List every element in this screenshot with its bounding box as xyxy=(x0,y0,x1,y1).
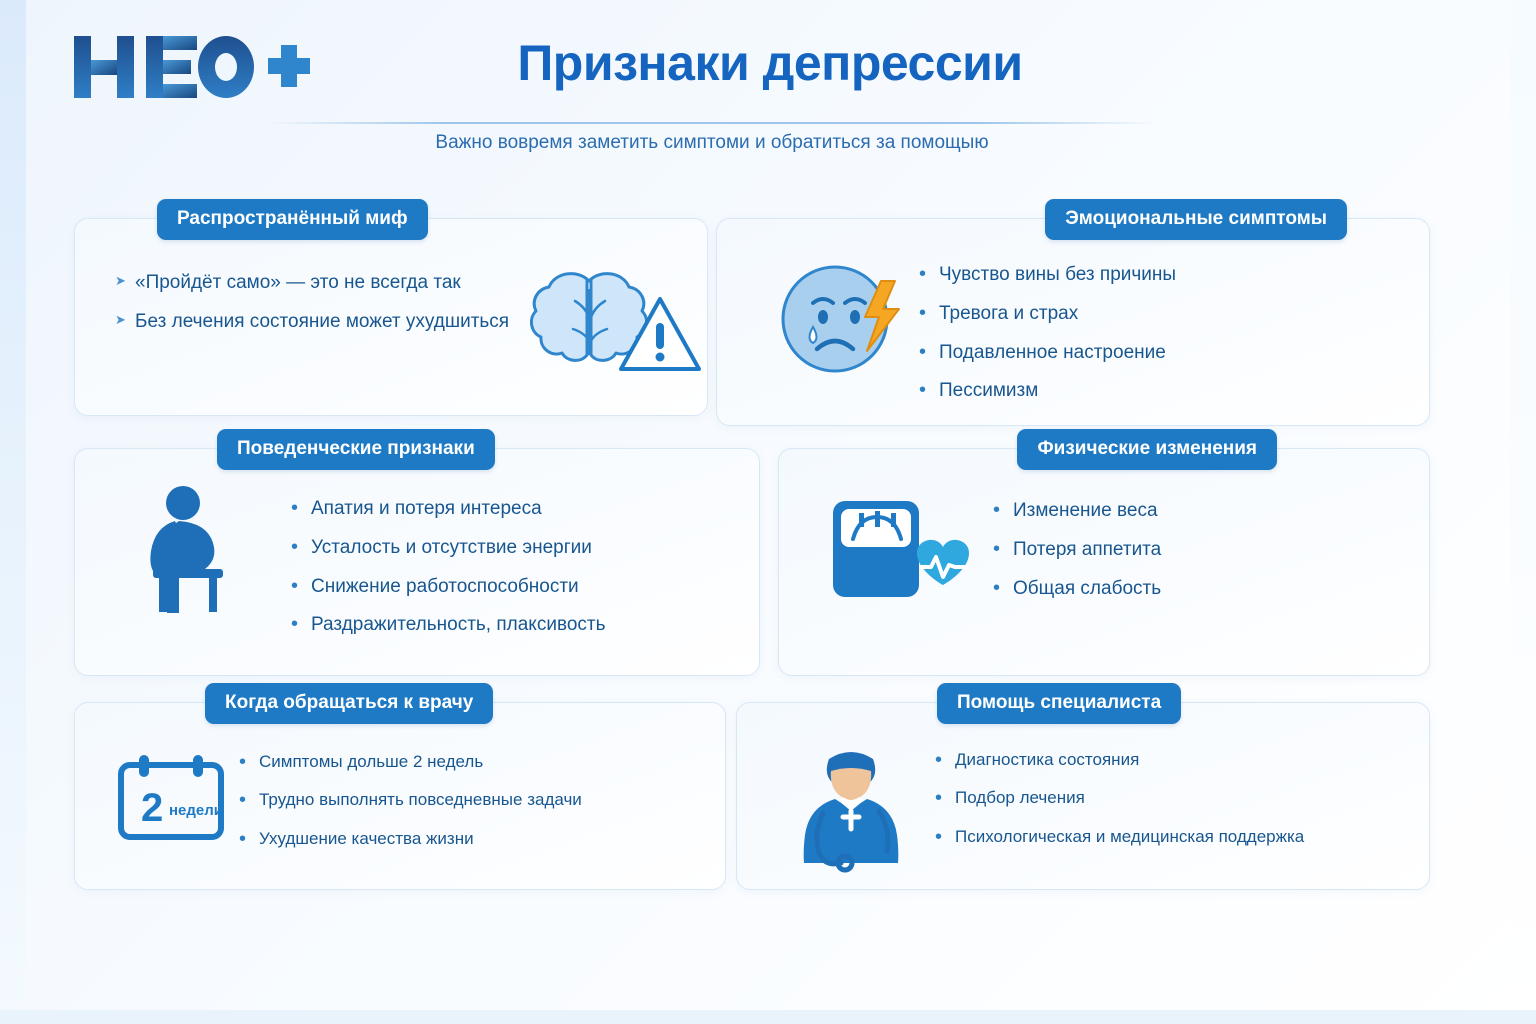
list-item: • Подбор лечения xyxy=(933,787,1304,808)
card-title-physical-changes: Физические изменения xyxy=(1017,429,1277,470)
page-title: Признаки депрессии xyxy=(517,35,1023,91)
list-when-to-see-doctor xyxy=(237,751,582,866)
card-common-myth xyxy=(74,208,708,416)
list-item: ➤ «Пройдёт само» — это не всегда так xyxy=(113,271,509,295)
card-specialist-help xyxy=(736,692,1430,890)
list-item: • Чувство вины без причины xyxy=(917,263,1176,287)
list-item: ➤ Без лечения состояние может ухудшиться xyxy=(113,310,509,334)
brain-warning-icon xyxy=(523,253,703,398)
card-title-emotional-symptoms: Эмоциональные симптомы xyxy=(1045,199,1347,240)
bottom-edge-band xyxy=(0,1010,1536,1024)
list-item: • Диагностика состояния xyxy=(933,749,1304,770)
list-item: • Общая слабость xyxy=(991,577,1161,601)
calendar-unit: недели xyxy=(169,802,224,819)
list-physical-changes xyxy=(991,499,1161,615)
sitting-person-icon xyxy=(117,481,267,626)
list-item: • Трудно выполнять повседневные задачи xyxy=(237,789,582,810)
title-divider xyxy=(268,122,1156,124)
card-title-behavioral-signs: Поведенческие признаки xyxy=(217,429,495,470)
page-subtitle: Важно вовремя заметить симптоми и обратиться за помощыю xyxy=(435,132,989,153)
list-item: • Потеря аппетита xyxy=(991,538,1161,562)
list-common-myth xyxy=(113,271,509,349)
list-item: • Усталость и отсутствие энергии xyxy=(289,536,606,560)
brand-logo xyxy=(72,30,312,104)
list-specialist-help xyxy=(933,749,1304,864)
list-item: • Тревога и страх xyxy=(917,302,1176,326)
card-emotional-symptoms xyxy=(716,208,1430,426)
sad-face-icon xyxy=(769,247,919,402)
card-title-when-to-see-doctor: Когда обращаться к врачу xyxy=(205,683,493,724)
card-title-common-myth: Распространённый миф xyxy=(157,199,428,240)
list-item: • Симптомы дольше 2 недель xyxy=(237,751,582,772)
doctor-icon xyxy=(779,737,929,882)
list-item: • Ухудшение качества жизни xyxy=(237,828,582,849)
card-title-specialist-help: Помощь специалиста xyxy=(937,683,1181,724)
calendar-number: 2 xyxy=(141,786,164,830)
card-when-to-see-doctor xyxy=(74,692,726,890)
list-item: • Апатия и потеря интереса xyxy=(289,497,606,521)
right-edge-band xyxy=(1510,0,1536,1024)
list-item: • Снижение работоспособности xyxy=(289,575,606,599)
list-emotional-symptoms xyxy=(917,263,1176,418)
list-item: • Подавленное настроение xyxy=(917,341,1176,365)
card-physical-changes xyxy=(778,438,1430,676)
card-behavioral-signs xyxy=(74,438,760,676)
left-edge-band xyxy=(0,0,26,1024)
list-item: • Изменение веса xyxy=(991,499,1161,523)
list-item: • Психологическая и медицинская поддержка xyxy=(933,826,1304,847)
calendar-icon xyxy=(107,751,237,856)
list-item: • Раздражительность, плаксивость xyxy=(289,613,606,637)
list-behavioral-signs xyxy=(289,497,606,652)
weight-scale-heart-icon xyxy=(821,491,971,626)
list-item: • Пессимизм xyxy=(917,379,1176,403)
